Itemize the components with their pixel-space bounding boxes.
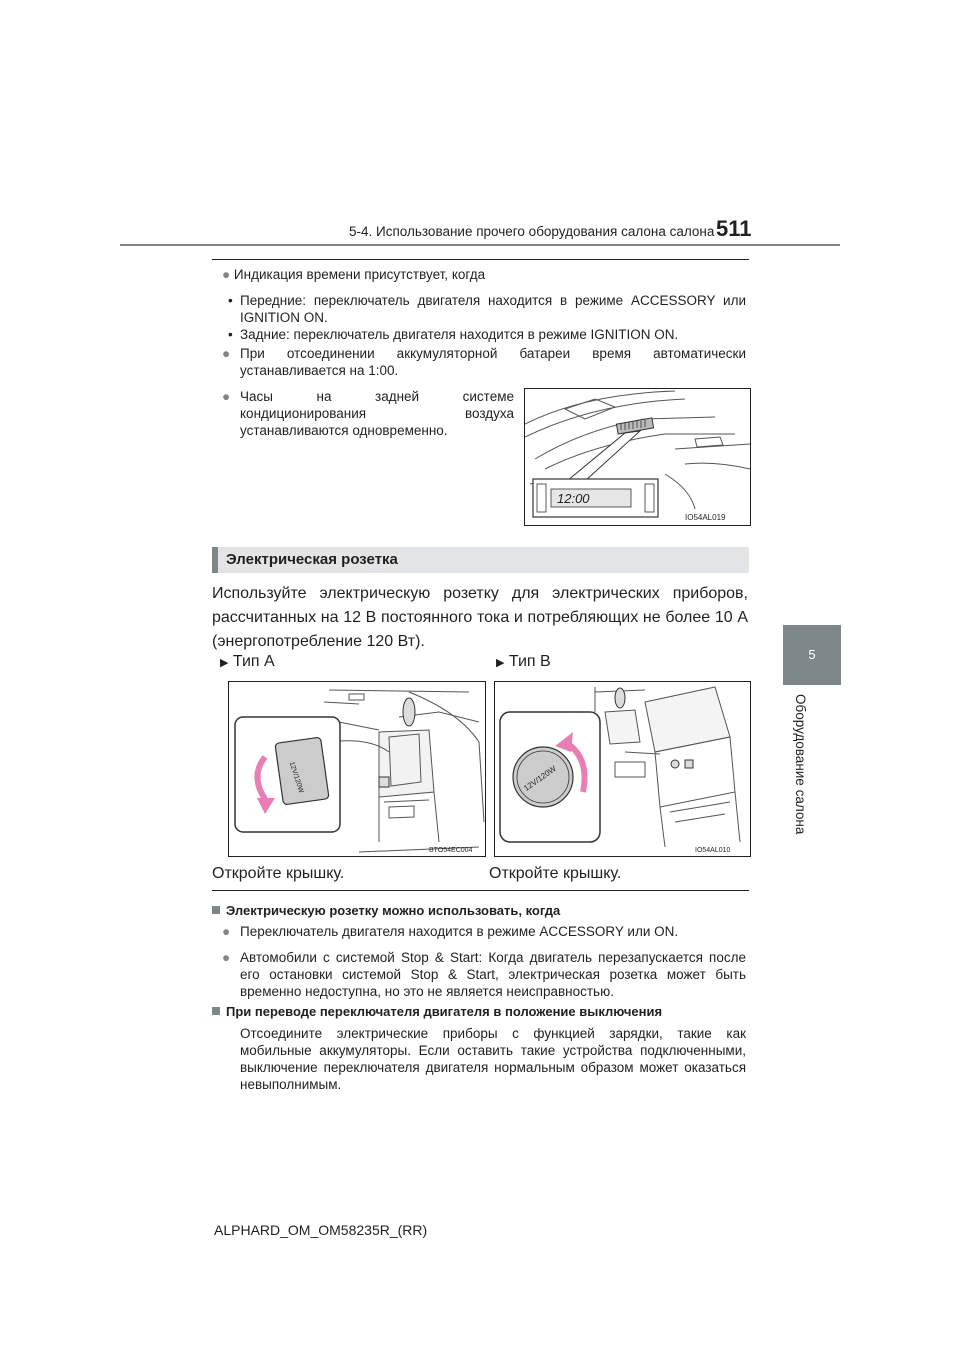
note2-para-line-2: мобильные аккумуляторы. Если оставить такие устройства подключенными, xyxy=(240,1043,746,1058)
note-item-2-line-1: При отсоединении аккумуляторной батареи время автоматически xyxy=(240,346,746,361)
note-sub-2: Задние: переключатель двигателя находится в режиме IGNITION ON. xyxy=(240,327,679,342)
section-heading-bar xyxy=(212,547,749,573)
section-strip xyxy=(212,547,218,573)
clock-illustration-drawing xyxy=(525,389,750,525)
section-title: Электрическая розетка xyxy=(226,551,398,568)
bullet-icon: ● xyxy=(222,924,231,939)
intro-line-3: (энергопотребление 120 Вт). xyxy=(212,633,425,650)
top-rule xyxy=(212,259,749,260)
square-bullet-icon xyxy=(212,1007,220,1015)
dot-icon: • xyxy=(228,327,233,342)
note2-para-line-1: Отсоедините электрические приборы с функцией зарядки, такие как xyxy=(240,1026,746,1041)
caption-a: Откройте крышку. xyxy=(212,865,345,882)
intro-line-2: рассчитанных на 12 В постоянного тока и потребляющих не более 10 А xyxy=(212,609,748,626)
note2-item-2-line-1: Автомобили с системой Stop & Start: Когда двигатель перезапускается после xyxy=(240,950,746,965)
socket-a-drawing xyxy=(229,682,485,856)
header-rule xyxy=(120,244,840,246)
document-code: ALPHARD_OM_OM58235R_(RR) xyxy=(214,1222,428,1238)
square-bullet-icon xyxy=(212,906,220,914)
dot-icon: • xyxy=(228,293,233,308)
note-heading-2: При переводе переключателя двигателя в положение выключения xyxy=(212,1004,662,1019)
figure-b-code: IO54AL010 xyxy=(695,847,731,854)
type-a-label: ▶ Тип A xyxy=(220,653,275,670)
page-number: 511 xyxy=(716,216,752,241)
running-header: 5-4. Использование прочего оборудования салона салона xyxy=(349,224,715,239)
socket-type-b-illustration xyxy=(494,681,751,857)
chapter-title-text: Оборудование салона xyxy=(793,694,808,835)
note-item-2-line-2: устанавливается на 1:00. xyxy=(240,363,399,378)
figure-a-code: BTO54EC004 xyxy=(429,847,473,854)
note-heading-1: Электрическую розетку можно использовать, когда xyxy=(212,903,560,918)
notes-rule xyxy=(212,890,749,891)
note2-para-line-4: невыполнимым. xyxy=(240,1077,342,1092)
socket-type-a-illustration xyxy=(228,681,486,857)
socket-marking: 12V/120W xyxy=(287,760,305,795)
rear-climate-clock-illustration xyxy=(524,388,751,526)
chapter-tab: 5 xyxy=(783,625,841,685)
bullet-icon: ● xyxy=(222,389,231,404)
figure-code: IO54AL019 xyxy=(685,513,726,522)
note-sub-1-line-2: IGNITION ON. xyxy=(240,310,328,325)
intro-line-1: Используйте электрическую розетку для электрических приборов, xyxy=(212,585,748,602)
note-item-1 xyxy=(222,266,485,283)
caption-b: Откройте крышку. xyxy=(489,865,622,882)
note-item-3-line-3: устанавливаются одновременно. xyxy=(240,423,448,438)
note2-item-2-line-3: временно недоступна, но это не является неисправностью. xyxy=(240,984,614,999)
socket-marking: 12V/120W xyxy=(522,764,558,793)
socket-b-drawing xyxy=(495,682,750,856)
note-text: Индикация времени присутствует, когда xyxy=(233,267,486,282)
note2-para-line-3: выключение переключателя двигателя нормальным образом может оказаться xyxy=(240,1060,746,1075)
bullet-icon: ● xyxy=(222,267,231,282)
note-item-3-line-1: Часы на задней системе xyxy=(240,389,514,404)
arrow-right-icon: ▶ xyxy=(496,657,505,669)
note2-item-2-line-2: его остановки системой Stop & Start, электрическая розетка может быть xyxy=(240,967,746,982)
clock-display-text: 12:00 xyxy=(557,491,590,506)
type-b-label: ▶ Тип B xyxy=(496,653,551,670)
note-item-3-line-2: кондиционирования воздуха xyxy=(240,406,514,421)
bullet-icon: ● xyxy=(222,346,231,361)
arrow-right-icon: ▶ xyxy=(220,657,229,669)
note2-item-1: Переключатель двигателя находится в режиме ACCESSORY или ON. xyxy=(240,924,679,939)
bullet-icon: ● xyxy=(222,950,231,965)
note-sub-1-line-1: Передние: переключатель двигателя находится в режиме ACCESSORY или xyxy=(240,293,746,308)
chapter-title xyxy=(793,694,824,835)
